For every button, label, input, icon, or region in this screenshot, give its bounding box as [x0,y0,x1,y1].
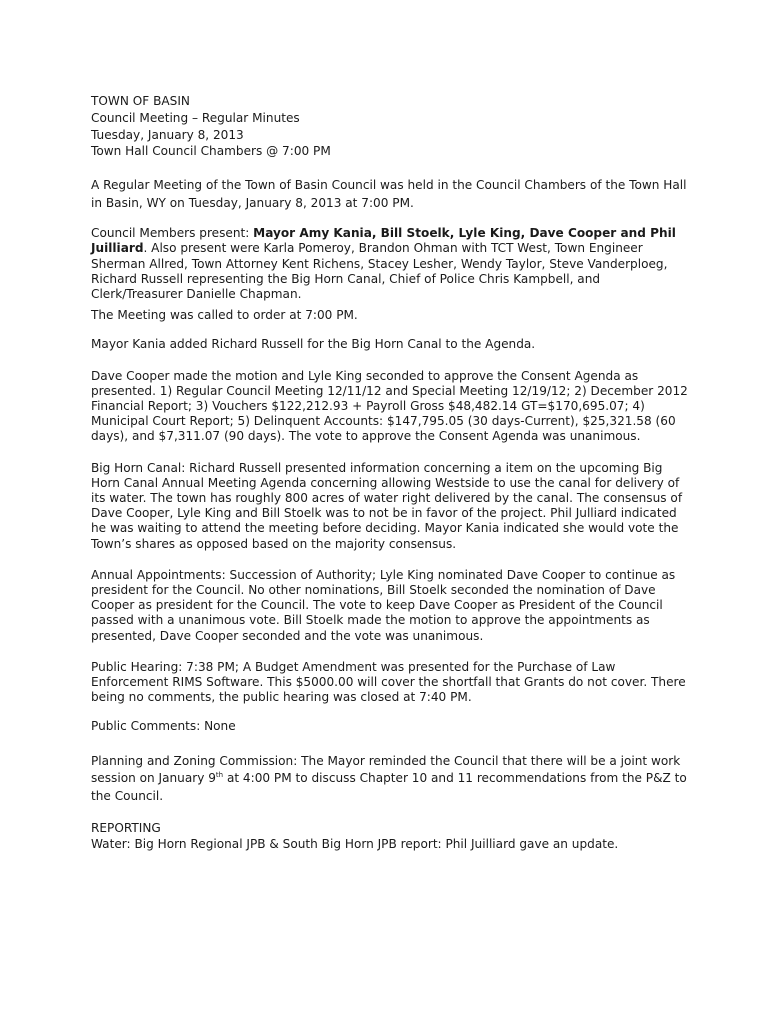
meeting-place: Town Hall Council Chambers @ 7:00 PM [91,144,331,159]
reporting-heading: REPORTING [91,821,161,836]
big-horn-canal-paragraph: Big Horn Canal: Richard Russell presented information concerning a item on the upcoming Big Horn Canal Annual Meeting Agenda concerning allowing Westside to use the canal for delivery of its water. The town has roughly 800 acres of water right delivered by the canal. The consensus of Dave Cooper, Lyle King and Bill Stoelk was to not be in favor of the project. Phil Julliard indicated he was waiting to attend the meeting before deciding. Mayor Kania indicated she would vote the Town’s shares as opposed based on the majority consensus. [91,460,683,551]
minutes-document [91,93,691,854]
ordinal-suffix: th [215,771,224,780]
public-hearing-paragraph: Public Hearing: 7:38 PM; A Budget Amendment was presented for the Purchase of Law Enforcement RIMS Software. This $5000.00 will cover the shortfall that Grants do not cover. There being no comments, the public hearing was closed at 7:40 PM. [91,659,686,705]
meeting-type: Council Meeting – Regular Minutes [91,110,300,125]
called-to-order: The Meeting was called to order at 7:00 PM. [91,308,358,323]
water-report: Water: Big Horn Regional JPB & South Big Horn JPB report: Phil Juilliard gave an update. [91,837,619,852]
document-header [91,93,691,160]
attendance-paragraph [91,226,691,302]
also-present: . Also present were Karla Pomeroy, Brandon Ohman with TCT West, Town Engineer Sherman Allred, Town Attorney Kent Richens, Stacey Lesher, Wendy Taylor, Steve Vanderploeg, Richard Russell representing the Big Horn Canal, Chief of Police Chris Kampbell, and Clerk/Treasurer Danielle Chapman. [91,241,668,301]
attendance-prefix: Council Members present: [91,226,254,241]
annual-appointments-paragraph: Annual Appointments: Succession of Authority; Lyle King nominated Dave Cooper to continue as president for the Council. No other nominations, Bill Stoelk seconded the nomination of Dave Cooper as president for the Council. The vote to keep Dave Cooper as President of the Council passed with a unanimous vote. Bill Stoelk made the motion to approve the appointments as presented, Dave Cooper seconded and the vote was unanimous. [91,567,676,643]
planning-zoning-paragraph: Planning and Zoning Commission: The Mayor reminded the Council that there will be a joint work session on January 9th at 4:00 PM to discuss Chapter 10 and 11 recommendations from the P&Z to the Council. [91,753,687,803]
council-members: Mayor Amy Kania, Bill Stoelk, Lyle King, Dave Cooper and Phil Juilliard [91,226,676,256]
meeting-date: Tuesday, January 8, 2013 [91,127,244,142]
public-comments: Public Comments: None [91,719,236,734]
intro-paragraph: A Regular Meeting of the Town of Basin Council was held in the Council Chambers of the Town Hall in Basin, WY on Tuesday, January 8, 2013 at 7:00 PM. [91,178,687,210]
consent-agenda-paragraph: Dave Cooper made the motion and Lyle King seconded to approve the Consent Agenda as presented. 1) Regular Council Meeting 12/11/12 and Special Meeting 12/19/12; 2) December 2012 Financial Report; 3) Vouchers $122,212.93 + Payroll Gross $48,482.14 GT=$170,695.07; 4) Municipal Court Report; 5) Delinquent Accounts: $147,795.05 (30 days-Current), $25,321.58 (60 days), and $7,311.07 (90 days). The vote to approve the Consent Agenda was unanimous. [91,368,688,444]
agenda-addition: Mayor Kania added Richard Russell for the Big Horn Canal to the Agenda. [91,337,536,352]
town-name: TOWN OF BASIN [91,94,190,108]
